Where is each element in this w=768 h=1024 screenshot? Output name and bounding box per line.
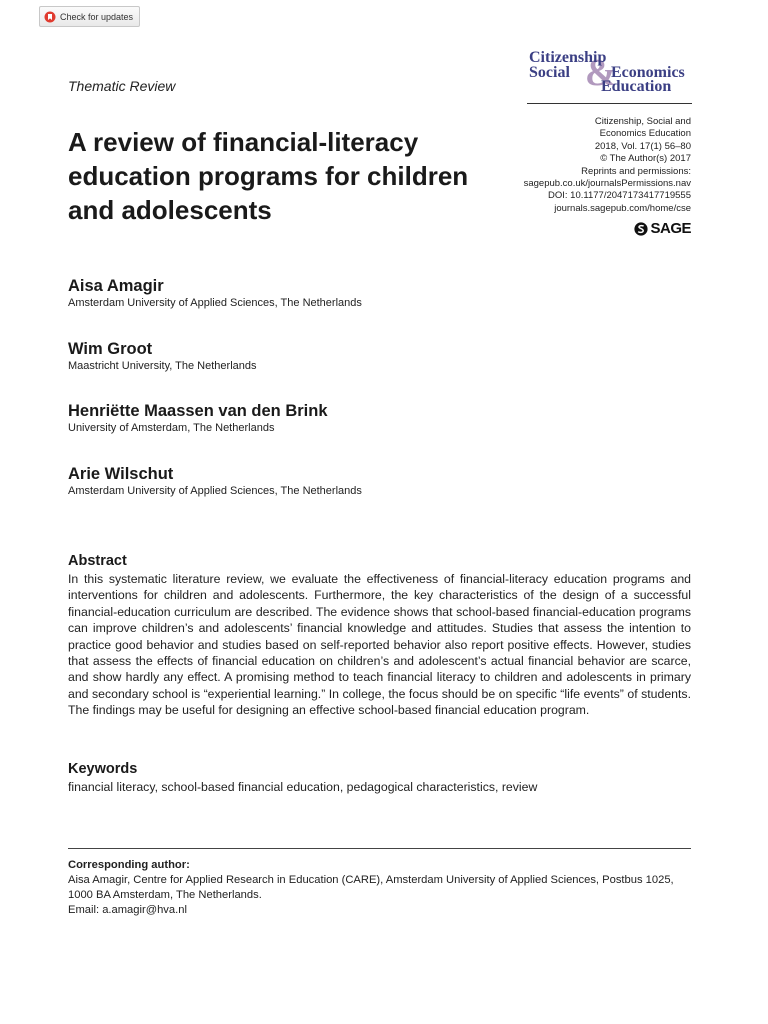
check-for-updates-button[interactable] [39, 6, 140, 27]
author-affiliation: Amsterdam University of Applied Sciences, The Netherlands [68, 485, 362, 497]
author-affiliation: Amsterdam University of Applied Sciences, The Netherlands [68, 297, 362, 309]
doi-link[interactable]: DOI: 10.1177/2047173417719555 [548, 190, 691, 202]
journal-info-line: 2018, Vol. 17(1) 56–80 [594, 140, 691, 152]
author-name: Wim Groot [68, 340, 153, 358]
journal-info-line: Citizenship, Social and [594, 116, 691, 127]
corresponding-author-address: Aisa Amagir, Centre for Applied Research in Education (CARE), Amsterdam University of Applied Sciences, Postbus 1025, 1000 BA Amsterdam, The Netherlands. [68, 874, 674, 901]
sage-logo-icon [634, 222, 648, 236]
abstract-heading: Abstract [68, 553, 127, 569]
journal-info-line: © The Author(s) 2017 [600, 153, 691, 165]
logo-word-economics: Economics [611, 64, 685, 81]
logo-ampersand: & [585, 52, 617, 94]
corresponding-author [68, 858, 691, 918]
author-affiliation: University of Amsterdam, The Netherlands [68, 422, 275, 434]
journal-info-line: Economics Education [599, 128, 691, 140]
logo-word-education: Education [601, 78, 672, 95]
keywords-text: financial literacy, school-based financial education, pedagogical characteristics, review [68, 780, 538, 794]
bookmark-icon [44, 11, 56, 23]
author-name: Arie Wilschut [68, 465, 174, 483]
logo-word-social: Social [529, 64, 570, 81]
check-for-updates-label: Check for updates [60, 11, 134, 22]
logo-word-citizenship: Citizenship [529, 49, 607, 66]
abstract-text: In this systematic literature review, we evaluate the effectiveness of financial-literacy education programs and interventions for children and adolescents. Furthermore, the key characteristics of the design of a successful financial-education curriculum are described. The evidence shows that school-based financial-education programs can improve children’s and adolescents’ financial knowledge and attitudes. Studies that assess the intention to practice good behavior and studies based on self-reported behavior also report positive effects. However, studies that assess the effects of financial education on children’s and adolescent’s actual financial behavior are scarce, and show hardly any effect. A promising method to teach financial literacy to children and adolescents in primary and secondary school is “experiential learning.” In college, the focus should be on specific “life events” of students. The findings may be useful for designing an effective school-based financial education program. [68, 572, 691, 718]
author-block [68, 276, 362, 310]
publisher-logo [634, 220, 691, 237]
author-block [68, 464, 362, 498]
author-block [68, 401, 328, 435]
journal-info [471, 116, 691, 215]
section-label: Thematic Review [68, 78, 176, 94]
permissions-link[interactable]: sagepub.co.uk/journalsPermissions.nav [523, 178, 691, 190]
author-block [68, 339, 257, 373]
author-name: Aisa Amagir [68, 277, 164, 295]
article-title: A review of financial-literacy education programs for children and adolescents [68, 127, 469, 225]
journal-homepage-link[interactable]: journals.sagepub.com/home/cse [554, 202, 691, 214]
corresponding-author-email[interactable]: Email: a.amagir@hva.nl [68, 904, 187, 916]
author-name: Henriëtte Maassen van den Brink [68, 402, 328, 420]
footnote-divider [68, 848, 691, 849]
publisher-name: SAGE [650, 220, 691, 237]
journal-info-line: Reprints and permissions: [581, 165, 691, 177]
author-affiliation: Maastricht University, The Netherlands [68, 360, 257, 372]
journal-logo [527, 48, 693, 96]
keywords-heading: Keywords [68, 761, 138, 777]
header-divider [527, 103, 692, 104]
corresponding-author-heading: Corresponding author: [68, 859, 190, 871]
